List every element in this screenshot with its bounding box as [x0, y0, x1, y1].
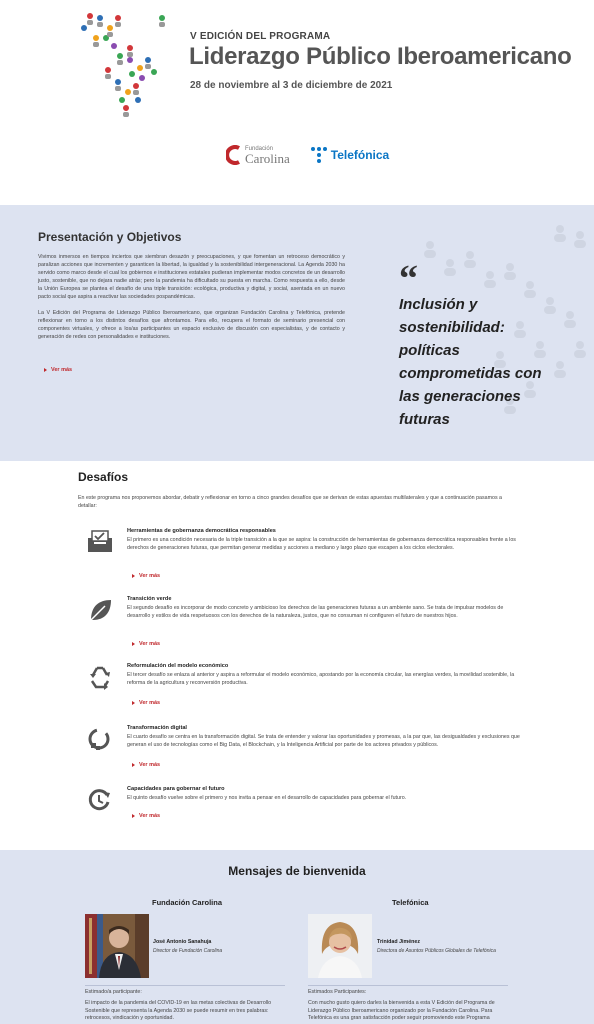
desafio-ver-mas-link[interactable]	[132, 813, 160, 819]
ver-mas-label: Ver más	[51, 367, 73, 373]
left-person-name: José Antonio Sanahuja	[153, 939, 212, 945]
quote-mark-icon: “	[399, 258, 418, 300]
leaf-icon	[85, 596, 115, 624]
desafio-title: Transición verde	[127, 596, 172, 602]
ballot-box-icon	[85, 528, 115, 556]
right-divider	[308, 985, 508, 986]
portrait-man-icon	[85, 914, 149, 978]
right-greeting: Estimados Participantes:	[308, 989, 367, 995]
right-org-title: Telefónica	[392, 898, 429, 907]
recycle-icon	[85, 663, 115, 691]
desafio-text: El segundo desafío es incorporar de modo concreto y ambicioso los derechos de las generaciones futuras a un ambiente sano. Se trata de impulsar modelos de desarrollo y estilos de vida respetuosos con los derechos de la naturaleza, justos, que no consuman ni configuren el futuro de nuestros hijos.	[127, 605, 504, 619]
desafio-title: Capacidades para gobernar el futuro	[127, 786, 225, 792]
fundacion-carolina-small-label: Fundación	[245, 145, 274, 152]
partner-logos	[226, 145, 389, 165]
presentacion-card	[0, 205, 412, 461]
desafio-ver-mas-link[interactable]	[132, 641, 160, 647]
desafio-title: Reformulación del modelo económico	[127, 663, 229, 669]
latin-america-people-map-logo	[78, 8, 170, 118]
ver-mas-label: Ver más	[139, 700, 161, 706]
presentacion-body	[38, 253, 345, 341]
ver-mas-label: Ver más	[139, 813, 161, 819]
sanahuja-photo	[85, 914, 149, 978]
play-arrow-icon	[132, 701, 135, 705]
fundacion-carolina-logo[interactable]	[226, 145, 290, 165]
mensajes-title: Mensajes de bienvenida	[228, 864, 366, 878]
presentacion-ver-mas-link[interactable]	[44, 367, 72, 373]
right-message-text: Con mucho gusto quiero darles la bienvenida a esta V Edición del Programa de Liderazgo Público Iberoamericano organizado por la Fundación Carolina. Para Telefónica es una gran satisfacción poder seguir promoviendo este Programa	[308, 1000, 495, 1021]
desafios-intro: En este programa nos proponemos abordar, debatir y reflexionar en torno a cinco grandes desafíos que se derivan de estas apuestas multilaterales y que a continuación pasamos a detallar:	[78, 495, 503, 509]
desafio-text: El quinto desafío vuelve sobre el primero y nos invita a pensar en el desarrollo de capacidades para gobernar el futuro.	[127, 795, 407, 801]
desafio-ver-mas-link[interactable]	[132, 762, 160, 768]
presentacion-paragraph-2: La V Edición del Programa de Liderazgo Público Iberoamericano, que organizan Fundación Carolina y Telefónica, pretende reflexionar en torno a los distintos desafíos que afrontamos. Para ello, recupera el formato de seminario presencial con componentes virtuales, y ofrece a los/as participantes un espacio exclusivo de discusión con especialistas, y de contacto y generación de redes con personalidades e instituciones.	[38, 310, 345, 340]
fundacion-carolina-name: Carolina	[245, 150, 290, 166]
future-icon	[85, 786, 115, 814]
desafio-title: Transformación digital	[127, 725, 187, 731]
left-divider	[85, 985, 285, 986]
left-org-title: Fundación Carolina	[152, 898, 223, 907]
digital-icon	[85, 725, 115, 753]
portrait-woman-icon	[308, 914, 372, 978]
presentacion-paragraph-1: Vivimos inmersos en tiempos inciertos que siembran desazón y preocupaciones, y que fomentan un retroceso democrático y paralizan acciones que incrementen y garanticen la libertad, la igualdad y la sostenibilidad intergeneracional. La Agenda 2030 ha servido como marco desde el cual los gobiernos e instituciones estatales pudieran implementar modos concretos de un desarrollo justo, sostenible, que no dejara nadie atrás; pero la pandemia ha dificultado su puesta en marcha. Como respuesta a ello, desde la Unión Europea se plantea el desafío de una triple transición: ecológica, productiva y digital, y social, asentada en un nuevo pacto social que aspira a reactivar las sociedades pospandémicas.	[38, 254, 345, 300]
program-edition-label: V EDICIÓN DEL PROGRAMA	[190, 31, 331, 42]
mensajes-section	[0, 850, 594, 1024]
fundacion-carolina-mark-icon	[226, 145, 242, 165]
desafio-ver-mas-link[interactable]	[132, 700, 160, 706]
header	[0, 0, 594, 205]
highlight-quote: Inclusión y sostenibilidad: políticas comprometidas con las generaciones futuras	[399, 296, 542, 428]
left-person-role: Director de Fundación Carolina	[153, 948, 223, 954]
play-arrow-icon	[132, 763, 135, 767]
desafio-text: El primero es una condición necesaria de la triple transición a la que se aspira: la construcción de herramientas de gobernanza democrática responsables frente a los derechos de generaciones futuras, que permitan generar medidas y acciones a mediano y largo plazo que escapen a los ciclos electorales.	[127, 537, 516, 551]
telefonica-name: Telefónica	[330, 148, 390, 162]
play-arrow-icon	[44, 368, 47, 372]
right-person-name: Trinidad Jiménez	[377, 939, 420, 945]
desafio-ver-mas-link[interactable]	[132, 573, 160, 579]
presentacion-section	[0, 205, 594, 461]
desafio-text: El cuarto desafío se centra en la transformación digital. Se trata de entender y valorar las oportunidades y promesas, a la par que, las desigualdades y exclusiones que generan el uso de tecnologías como el Big Data, el Blockchain, y la Inteligencia Artificial por parte de los actores privados y públicos.	[127, 734, 520, 748]
presentacion-title: Presentación y Objetivos	[38, 230, 182, 244]
play-arrow-icon	[132, 574, 135, 578]
play-arrow-icon	[132, 642, 135, 646]
desafio-text: El tercer desafío se enlaza al anterior y aspira a reformular el modelo económico, apostando por la economía circular, las energías verdes, la movilidad sostenible, la reforma de la agricultura y reconversión productiva.	[127, 672, 515, 686]
telefonica-dots-icon	[310, 146, 328, 164]
program-dates: 28 de noviembre al 3 de diciembre de 2021	[190, 80, 393, 91]
right-person-role: Directora de Asuntos Públicos Globales de Telefónica	[377, 948, 496, 954]
telefonica-logo[interactable]	[310, 146, 389, 164]
ver-mas-label: Ver más	[139, 573, 161, 579]
ver-mas-label: Ver más	[139, 641, 161, 647]
ver-mas-label: Ver más	[139, 762, 161, 768]
desafios-title: Desafíos	[78, 470, 129, 484]
left-greeting: Estimado/a participante:	[85, 989, 142, 995]
desafio-title: Herramientas de gobernanza democrática responsables	[127, 528, 276, 534]
left-message-text: El impacto de la pandemia del COVID-19 en las metas colectivas de Desarrollo Sostenible que representa la Agenda 2030 se puede resumir en tres palabras: retrocesos, vindicación y oportunidad.	[85, 1000, 272, 1021]
jimenez-photo	[308, 914, 372, 978]
program-title: Liderazgo Público Iberoamericano	[189, 43, 572, 70]
play-arrow-icon	[132, 814, 135, 818]
